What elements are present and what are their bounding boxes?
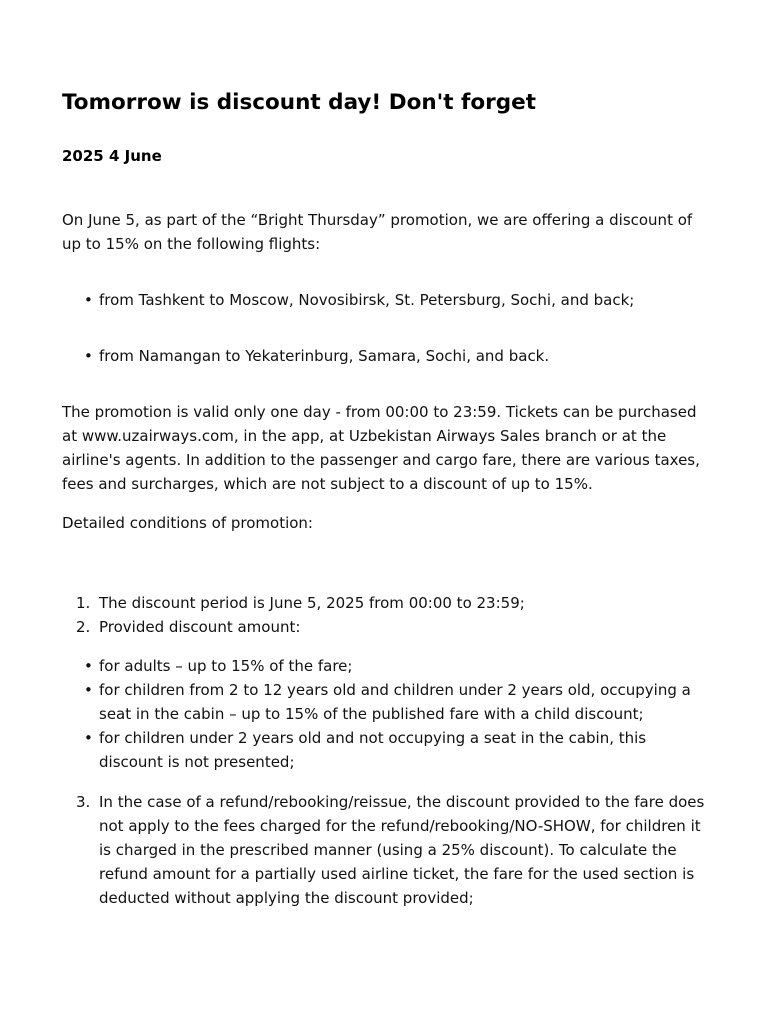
promo-paragraph: The promotion is valid only one day - from 00:00 to 23:59. Tickets can be purchased at www.uzairways.com, in the app, at Uzbekistan Airways Sales branch or at the airline's agents. In addition to the passenger and cargo fare, there are various taxes, fees and surcharges, which are not subject to a discount of up to 15%. <box>62 403 700 493</box>
discount-item: • for children under 2 years old and not occupying a seat in the cabin, this discount is not presented; <box>62 726 706 774</box>
condition-item <box>62 615 706 639</box>
discount-list <box>62 654 706 774</box>
condition-number: 3. <box>76 793 91 811</box>
conditions-list <box>62 591 706 639</box>
condition-item <box>62 790 706 910</box>
condition-item <box>62 591 706 615</box>
condition-text: In the case of a refund/rebooking/reissue, the discount provided to the fare does not apply to the fees charged for the refund/rebooking/NO-SHOW, for children it is charged in the prescribed manner (using a 25% discount). To calculate the refund amount for a partially used airline ticket, the fare for the used section is deducted without applying the discount provided; <box>99 793 705 907</box>
route-list <box>62 288 706 368</box>
discount-item: • for adults – up to 15% of the fare; <box>62 654 706 678</box>
route-item: • from Tashkent to Moscow, Novosibirsk, St. Petersburg, Sochi, and back; <box>62 288 706 312</box>
discount-item: • for children from 2 to 12 years old and children under 2 years old, occupying a seat in the cabin – up to 15% of the published fare with a child discount; <box>62 678 706 726</box>
route-item: • from Namangan to Yekaterinburg, Samara, Sochi, and back. <box>62 344 706 368</box>
conditions-list-continued <box>62 790 706 910</box>
condition-number: 1. <box>76 594 91 612</box>
condition-text: The discount period is June 5, 2025 from 00:00 to 23:59; <box>99 594 525 612</box>
article-title: Tomorrow is discount day! Don't forget <box>62 90 536 115</box>
intro-paragraph: On June 5, as part of the “Bright Thursday” promotion, we are offering a discount of up to 15% on the following flights: <box>62 211 693 253</box>
article-date: 2025 4 June <box>62 147 162 165</box>
conditions-title: Detailed conditions of promotion: <box>62 514 313 532</box>
condition-text: Provided discount amount: <box>99 618 301 636</box>
condition-number: 2. <box>76 618 91 636</box>
